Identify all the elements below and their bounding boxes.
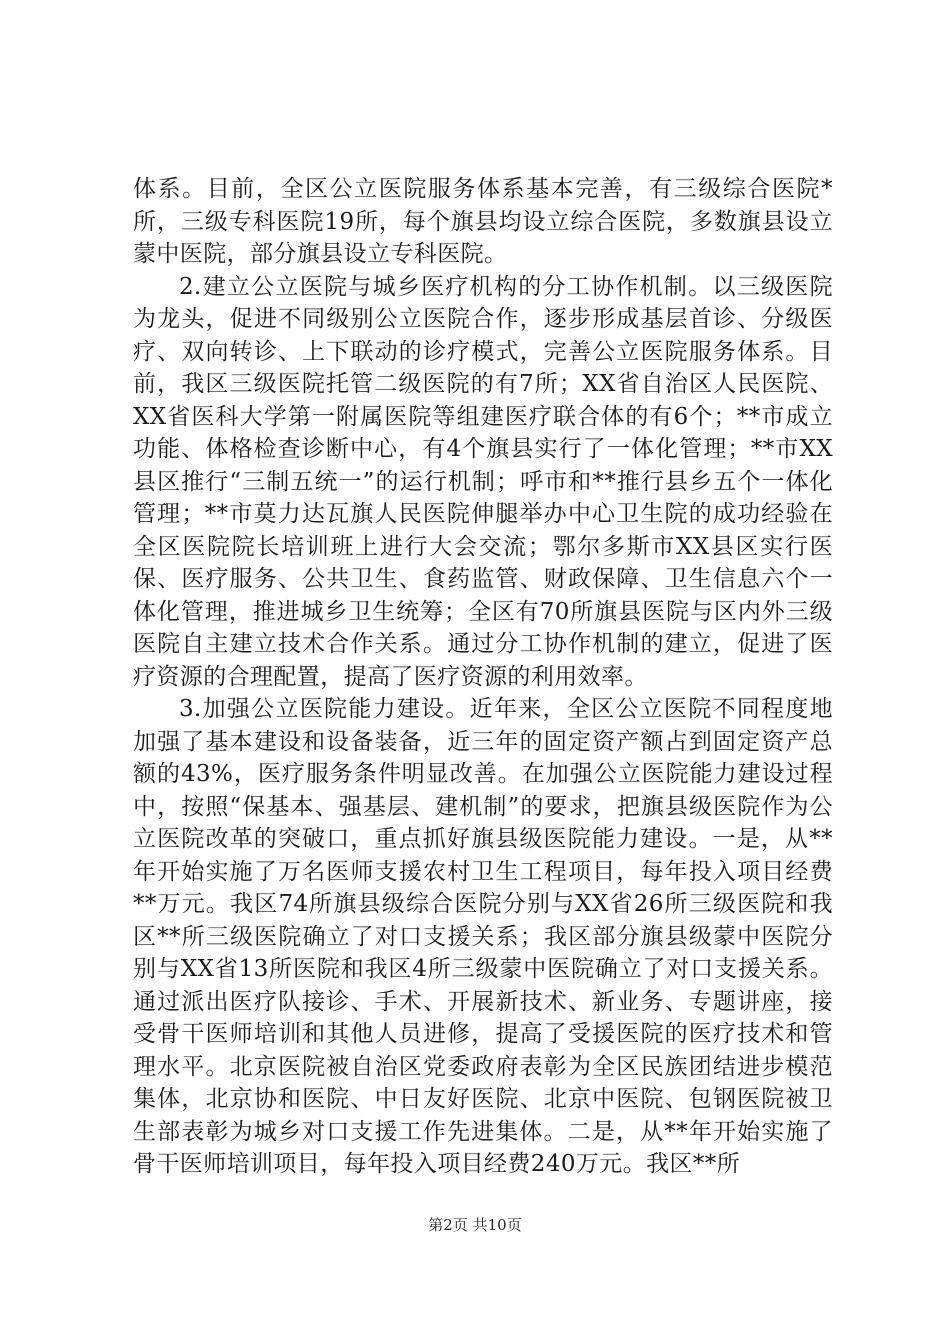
document-body (133, 173, 833, 1181)
page-number-footer: 第2页 共10页 (428, 1216, 522, 1234)
paragraph-3: 3.加强公立医院能力建设。近年来，全区公立医院不同程度地加强了基本建设和设备装备，近三年的固定资产额占到固定资产总额的43%，医疗服务条件明显改善。在加强公立医院能力建设过程中，按照“保基本、强基层、建机制”的要求，把旗县级医院作为公立医院改革的突破口，重点抓好旗县级医院能力建设。一是，从**年开始实施了万名医师支援农村卫生工程项目，每年投入项目经费**万元。我区74所旗县级综合医院分别与XX省26所三级医院和我区**所三级医院确立了对口支援关系；我区部分旗县级蒙中医院分别与XX省13所医院和我区4所三级蒙中医院确立了对口支援关系。通过派出医疗队接诊、手术、开展新技术、新业务、专题讲座，接受骨干医师培训和其他人员进修，提高了受援医院的医疗技术和管理水平。北京医院被自治区党委政府表彰为全区民族团结进步模范集体，北京协和医院、中日友好医院、北京中医院、包钢医院被卫生部表彰为城乡对口支援工作先进集体。二是，从**年开始实施了骨干医师培训项目，每年投入项目经费240万元。我区**所 (133, 696, 833, 1177)
paragraph-2: 2.建立公立医院与城乡医疗机构的分工协作机制。以三级医院为龙头，促进不同级别公立医院合作，逐步形成基层首诊、分级医疗、双向转诊、上下联动的诊疗模式，完善公立医院服务体系。目前，我区三级医院托管二级医院的有7所；XX省自治区人民医院、XX省医科大学第一附属医院等组建医疗联合体的有6个；**市成立功能、体格检查诊断中心，有4个旗县实行了一体化管理；**市XX县区推行“三制五统一”的运行机制；呼市和**推行县乡五个一体化管理；**市莫力达瓦旗人民医院伸腿举办中心卫生院的成功经验在全区医院院长培训班上进行大会交流；鄂尔多斯市XX县区实行医保、医疗服务、公共卫生、食药监管、财政保障、卫生信息六个一体化管理，推进城乡卫生统筹；全区有70所旗县医院与区内外三级医院自主建立技术合作关系。通过分工协作机制的建立，促进了医疗资源的合理配置，提高了医疗资源的利用效率。 (133, 273, 833, 690)
paragraph-1: 体系。目前，全区公立医院服务体系基本完善，有三级综合医院*所，三级专科医院19所，每个旗县均设立综合医院，多数旗县设立蒙中医院，部分旗县设立专科医院。 (133, 176, 833, 267)
